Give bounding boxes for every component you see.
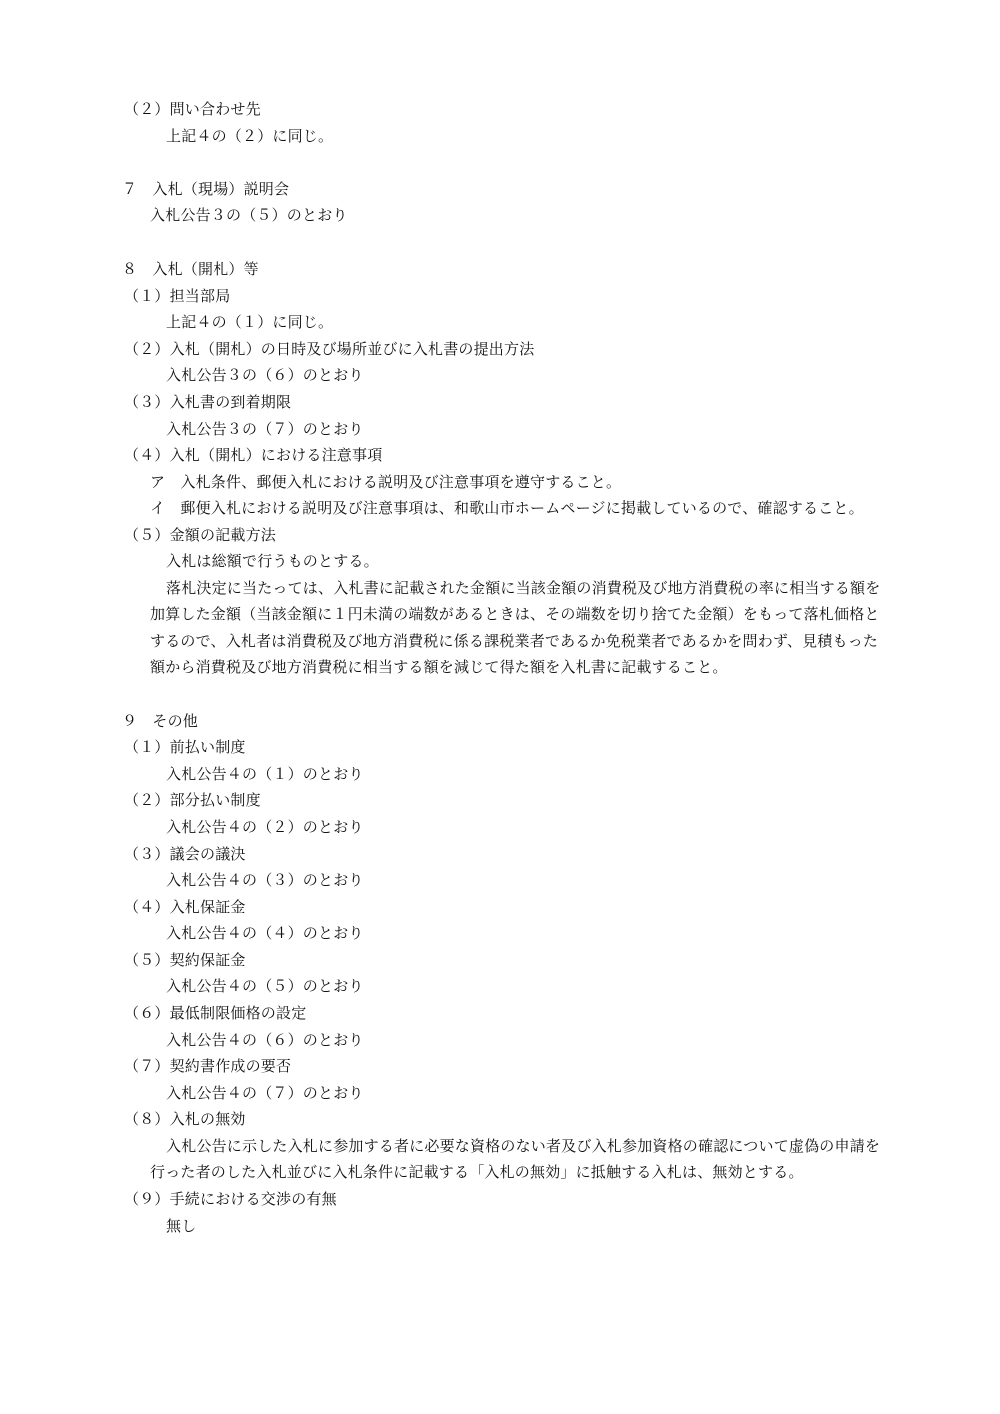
section-7-body: 入札公告３の（５）のとおり — [150, 206, 348, 224]
subsection-8-4-title: （４）入札（開札）における注意事項 — [124, 446, 383, 464]
subsection-8-4-item-i: イ 郵便入札における説明及び注意事項は、和歌山市ホームページに掲載しているので、確認すること。 — [150, 499, 864, 517]
section-8-title: ８ 入札（開札）等 — [122, 260, 259, 278]
subsection-9-1-body: 入札公告４の（１）のとおり — [166, 765, 364, 783]
subsection-9-2-title: （２）部分払い制度 — [124, 791, 261, 809]
subsection-8-5-body: 入札は総額で行うものとする。 — [166, 552, 379, 570]
subsection-8-3-body: 入札公告３の（７）のとおり — [166, 420, 364, 438]
subsection-9-8-title: （８）入札の無効 — [124, 1110, 246, 1128]
subsection-6-2-body: 上記４の（２）に同じ。 — [166, 127, 334, 145]
subsection-9-8-line-1: 入札公告に示した入札に参加する者に必要な資格のない者及び入札参加資格の確認について虚偽の申請を — [166, 1137, 881, 1155]
subsection-9-5-title: （５）契約保証金 — [124, 951, 246, 969]
subsection-8-5-title: （５）金額の記載方法 — [124, 526, 277, 544]
subsection-9-2-body: 入札公告４の（２）のとおり — [166, 818, 364, 836]
subsection-9-8-line-2: 行った者のした入札並びに入札条件に記載する「入札の無効」に抵触する入札は、無効とする。 — [150, 1163, 804, 1181]
subsection-9-6-body: 入札公告４の（６）のとおり — [166, 1031, 364, 1049]
subsection-8-2-body: 入札公告３の（６）のとおり — [166, 366, 364, 384]
section-7-title: ７ 入札（現場）説明会 — [122, 180, 290, 198]
subsection-9-7-title: （７）契約書作成の要否 — [124, 1057, 292, 1075]
subsection-8-5-paragraph-line-4: 額から消費税及び地方消費税に相当する額を減じて得た額を入札書に記載すること。 — [150, 658, 728, 676]
subsection-9-9-title: （９）手続における交渉の有無 — [124, 1190, 337, 1208]
subsection-6-2-title: （２）問い合わせ先 — [124, 100, 261, 118]
subsection-8-1-body: 上記４の（１）に同じ。 — [166, 313, 334, 331]
section-9-title: ９ その他 — [122, 712, 199, 730]
subsection-9-1-title: （１）前払い制度 — [124, 738, 246, 756]
subsection-8-5-paragraph-line-2: 加算した金額（当該金額に１円未満の端数があるときは、その端数を切り捨てた金額）をもって落札価格と — [150, 605, 880, 623]
subsection-9-4-body: 入札公告４の（４）のとおり — [166, 924, 364, 942]
subsection-8-3-title: （３）入札書の到着期限 — [124, 393, 292, 411]
subsection-9-6-title: （６）最低制限価格の設定 — [124, 1004, 307, 1022]
subsection-9-4-title: （４）入札保証金 — [124, 898, 246, 916]
subsection-9-9-body: 無し — [166, 1217, 197, 1235]
subsection-8-1-title: （１）担当部局 — [124, 287, 231, 305]
subsection-9-3-title: （３）議会の議決 — [124, 845, 246, 863]
subsection-8-2-title: （２）入札（開札）の日時及び場所並びに入札書の提出方法 — [124, 340, 535, 358]
subsection-9-3-body: 入札公告４の（３）のとおり — [166, 871, 364, 889]
subsection-8-5-paragraph-line-1: 落札決定に当たっては、入札書に記載された金額に当該金額の消費税及び地方消費税の率に相当する額を — [166, 579, 881, 597]
subsection-9-7-body: 入札公告４の（７）のとおり — [166, 1084, 364, 1102]
subsection-8-4-item-a: ア 入札条件、郵便入札における説明及び注意事項を遵守すること。 — [150, 473, 622, 491]
subsection-9-5-body: 入札公告４の（５）のとおり — [166, 977, 364, 995]
subsection-8-5-paragraph-line-3: するので、入札者は消費税及び地方消費税に係る課税業者であるか免税業者であるかを問わず、見積もった — [150, 632, 879, 650]
